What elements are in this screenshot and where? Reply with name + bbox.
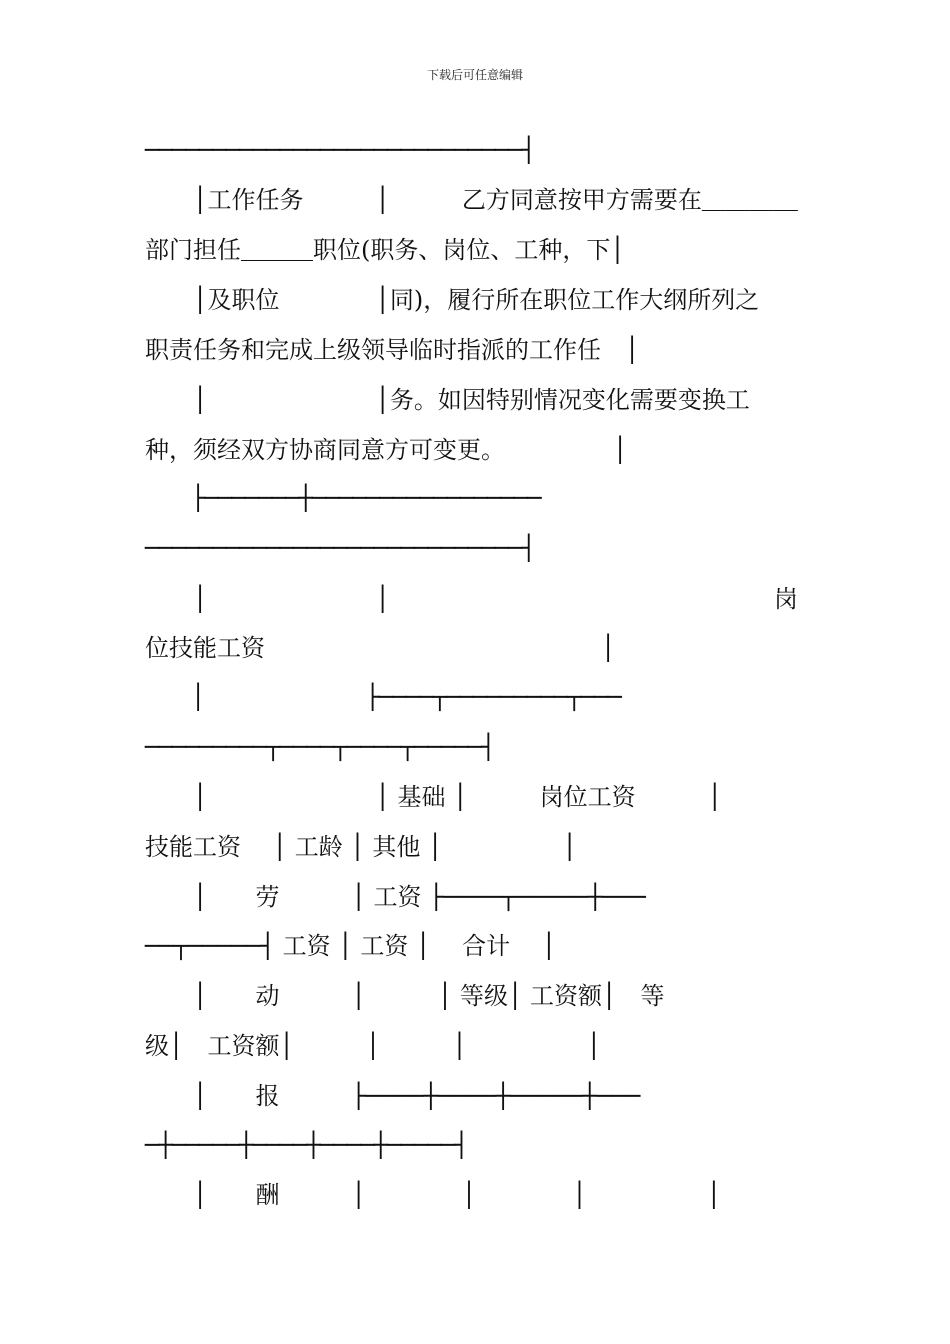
- rule-line: ────────────────────────────┤: [145, 534, 536, 562]
- table-row-text: │ 劳 │ 工资 ├────┬─────┼───: [145, 883, 646, 911]
- table-row-text: ──┬─────┤ 工资 │ 工资 │ 合计 │: [145, 932, 557, 960]
- table-row-text: │ 动 │ │ 等级│ 工资额│ 等: [145, 982, 665, 1010]
- text-line: 位技能工资 │: [145, 634, 616, 662]
- rule-line: ────────────────────────────┤: [145, 136, 536, 164]
- rule-line: ─┼─────┼────┼────┼─────┤: [145, 1131, 468, 1159]
- text-line: 职责任务和完成上级领导临时指派的工作任 │: [145, 336, 640, 364]
- table-row-text: │ 报 ├────┼────┼─────┼───: [145, 1082, 641, 1110]
- text-line: │ │务。如因特别情况变化需要变换工: [145, 386, 750, 414]
- table-row-text: │ 酬 │ │ │ │: [145, 1181, 722, 1209]
- text-line: │及职位 │同)，履行所在职位工作大纲所列之: [145, 286, 760, 314]
- text-line: │工作任务 │ 乙方同意按甲方需要在＿＿＿＿: [145, 186, 798, 214]
- text-line: 种，须经双方协商同意方可变更。 │: [145, 436, 628, 464]
- table-row-text: 级│ 工资额│ │ │ │: [145, 1032, 602, 1060]
- rule-line: │ ├────┬─────────┬───: [145, 683, 621, 711]
- rule-line: ├───────┼─────────────────: [145, 484, 541, 512]
- text-line: 部门担任＿＿＿职位(职务、岗位、工种，下│: [145, 236, 625, 264]
- table-row-text: │ │ 基础 │ 岗位工资 │: [145, 783, 723, 811]
- rule-line: ─────────┬────┬────┬─────┤: [145, 733, 495, 761]
- page-header-note: 下载后可任意编辑: [426, 68, 523, 82]
- text-line: │ │ 岗: [145, 585, 798, 613]
- table-row-text: 技能工资 │ 工龄 │ 其他 │ │: [145, 833, 577, 861]
